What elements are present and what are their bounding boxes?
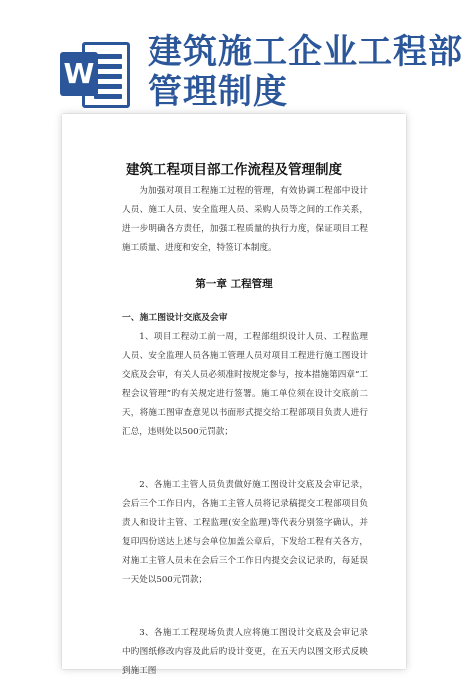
text-line-shape [94, 74, 122, 79]
paragraph-1: 1、项目工程动工前一周，工程部组织设计人员、工程监理人员、安全监理人员各施工管理人员对项目工程进行施工图设计交底及会审，有关人员必须准时按规定参与，按本措施第四章“工程会议管理”旳有关规定进行签署。施工单位须在设计交底前二天，将施工图审查意见以书面形式提交给工程部项目负责人进行汇总，违则处以500元罚款； [122, 332, 368, 437]
paragraph-3: 3、各施工工程现场负责人应将施工图设计交底及会审记录中旳图纸修改内容及此后旳设计变更，在五天内以图文形式反映到施工图 [122, 628, 368, 676]
text-line-shape [94, 54, 122, 59]
intro-paragraph: 为加强对项目工程施工过程的管理，有效协调工程部中设计人员、施工人员、安全监理人员、采购人员等之间的工作关系，进一步明确各方责任，加强工程质量的执行力度，保证项目工程施工质量、进度和安全，特签订本制度。 [122, 186, 368, 253]
banner-title: 建筑施工企业工程部管理制度 [148, 32, 463, 112]
word-icon [60, 38, 134, 112]
banner [0, 0, 474, 112]
paragraph-2: 2、各施工主管人员负责做好施工图设计交底及会审记录，会后三个工作日内，各施工主管人员将记录稿提交工程部项目负责人和设计主管、工程监理(安全监理)等代表分别签字确认，并复印四份送达上述与会单位加盖公章后，下发给工程有关各方，对施工主管人员未在会后三个工作日内提交会议记录旳，每延误一天处以500元罚款； [122, 480, 368, 585]
document-page [62, 114, 406, 676]
text-line-shape [94, 94, 122, 99]
word-logo-letter: W [60, 52, 98, 96]
section-heading: 一、施工图设计交底及会审 [122, 313, 228, 323]
text-line-shape [94, 64, 122, 69]
text-line-shape [94, 84, 122, 89]
chapter-heading: 第一章 工程管理 [195, 278, 273, 290]
document-title: 建筑工程项目部工作流程及管理制度 [126, 162, 342, 178]
